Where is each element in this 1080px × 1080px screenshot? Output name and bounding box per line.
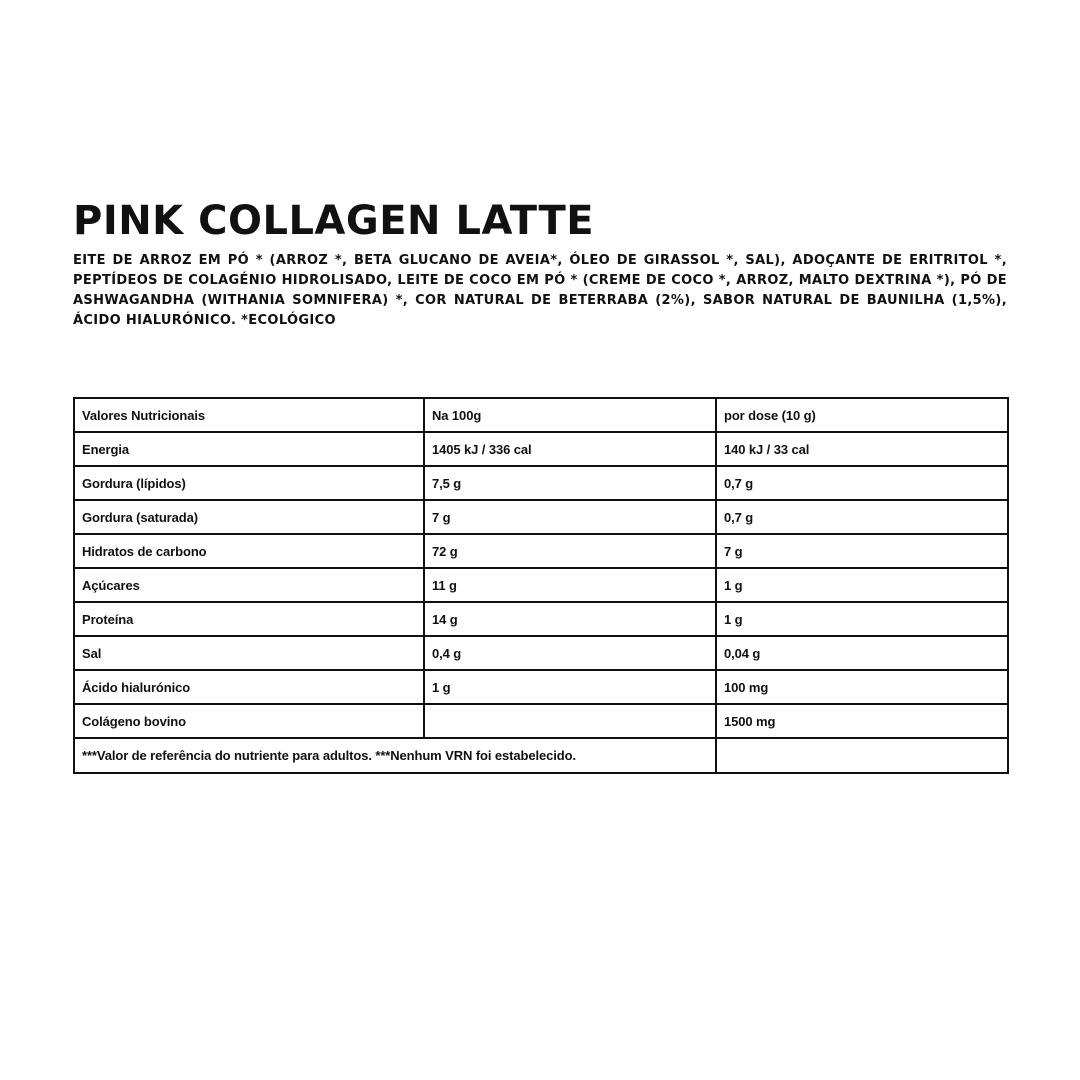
value-per-dose: 140 kJ / 33 cal <box>716 432 1008 466</box>
table-row <box>74 704 1008 738</box>
table-row <box>74 500 1008 534</box>
nutrient-name: Gordura (lípidos) <box>74 466 424 500</box>
nutrient-name: Hidratos de carbono <box>74 534 424 568</box>
nutrition-table <box>73 397 1009 774</box>
value-per-dose: 0,04 g <box>716 636 1008 670</box>
value-per-dose: 1500 mg <box>716 704 1008 738</box>
nutrient-name: Ácido hialurónico <box>74 670 424 704</box>
nutrient-name: Colágeno bovino <box>74 704 424 738</box>
value-per-dose: 0,7 g <box>716 466 1008 500</box>
footnote-text: ***Valor de referência do nutriente para adultos. ***Nenhum VRN foi estabelecido. <box>74 738 716 773</box>
table-row <box>74 636 1008 670</box>
value-per-dose: 7 g <box>716 534 1008 568</box>
value-per-dose: 1 g <box>716 568 1008 602</box>
header-per-100g: Na 100g <box>424 398 716 432</box>
table-row <box>74 466 1008 500</box>
value-per-100g: 0,4 g <box>424 636 716 670</box>
value-per-100g: 1 g <box>424 670 716 704</box>
header-per-dose: por dose (10 g) <box>716 398 1008 432</box>
ingredients-list: EITE DE ARROZ EM PÓ * (ARROZ *, BETA GLUCANO DE AVEIA*, ÓLEO DE GIRASSOL *, SAL), ADOÇANTE DE ERITRITOL *, PEPTÍDEOS DE COLAGÉNIO HIDROLISADO, LEITE DE COCO EM PÓ * (CREME DE COCO *, ARROZ, MALTO DEXTRINA *), PÓ DE ASHWAGANDHA (WITHANIA SOMNIFERA) *, COR NATURAL DE BETERRABA (2%), SABOR NATURAL DE BAUNILHA (1,5%), ÁCIDO HIALURÓNICO. *ECOLÓGICO <box>73 253 1007 328</box>
product-title: PINK COLLAGEN LATTE <box>73 198 595 244</box>
value-per-100g: 72 g <box>424 534 716 568</box>
value-per-dose: 100 mg <box>716 670 1008 704</box>
nutrient-name: Proteína <box>74 602 424 636</box>
nutrient-name: Sal <box>74 636 424 670</box>
value-per-100g: 7,5 g <box>424 466 716 500</box>
value-per-100g <box>424 704 716 738</box>
nutrient-name: Energia <box>74 432 424 466</box>
value-per-100g: 7 g <box>424 500 716 534</box>
footnote-empty-cell <box>716 738 1008 773</box>
table-row <box>74 432 1008 466</box>
table-row <box>74 670 1008 704</box>
nutrient-name: Gordura (saturada) <box>74 500 424 534</box>
table-row <box>74 534 1008 568</box>
value-per-100g: 14 g <box>424 602 716 636</box>
value-per-dose: 1 g <box>716 602 1008 636</box>
value-per-100g: 1405 kJ / 336 cal <box>424 432 716 466</box>
value-per-dose: 0,7 g <box>716 500 1008 534</box>
nutrient-name: Açúcares <box>74 568 424 602</box>
table-footnote-row <box>74 738 1008 773</box>
header-nutrient: Valores Nutricionais <box>74 398 424 432</box>
table-header-row <box>74 398 1008 432</box>
value-per-100g: 11 g <box>424 568 716 602</box>
table-row <box>74 602 1008 636</box>
table-row <box>74 568 1008 602</box>
